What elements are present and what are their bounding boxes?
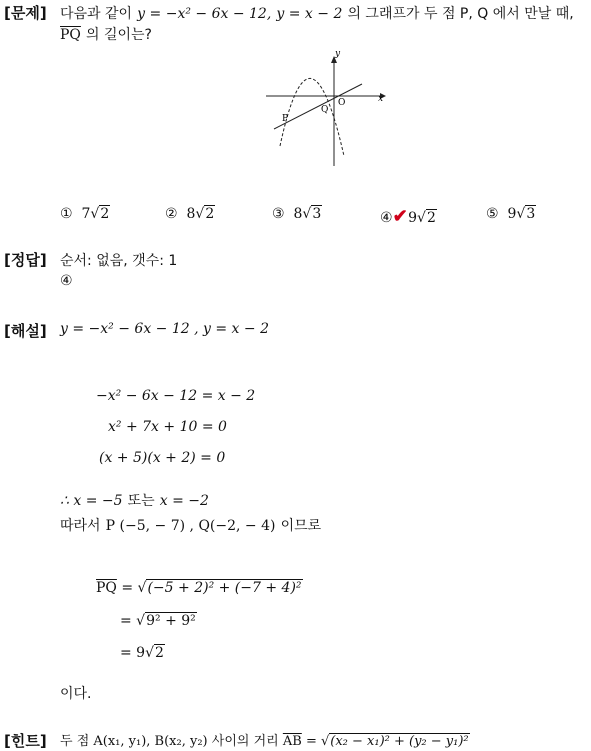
- origin-label: O: [338, 98, 346, 108]
- choice-3[interactable]: ③ 8√3: [272, 206, 322, 222]
- solution-step-1: −x² − 6x − 12 = x − 2: [96, 388, 256, 404]
- problem-text-c: 의 길이는?: [86, 27, 152, 43]
- answer-tag: [정답]: [4, 251, 47, 269]
- problem-graph: [262, 46, 392, 171]
- problem-line-1: [60, 3, 574, 23]
- choice-4[interactable]: ④✔ 9√2: [380, 206, 436, 227]
- solution-step-3: (x + 5)(x + 2) = 0: [99, 450, 226, 466]
- choice-1[interactable]: ① 7√2: [60, 206, 110, 222]
- solution-roots: ∴ x = −5 또는 x = −2: [60, 493, 209, 509]
- hint-tag: [힌트]: [4, 732, 47, 750]
- x-axis-label: x: [378, 94, 384, 104]
- answer-info: 순서: 없음, 갯수: 1: [60, 253, 178, 269]
- answer-value: ④: [60, 273, 73, 289]
- problem-line-2: [60, 24, 152, 44]
- choice-2[interactable]: ② 8√2: [165, 206, 215, 222]
- problem-text-a: 다음과 같이: [60, 6, 133, 22]
- segment-pq: $\overline{PQ}$: [60, 27, 81, 43]
- problem-tag: [문제]: [4, 4, 47, 22]
- hint-text: 두 점 A(x₁, y₁), B(x₂, y₂) 사이의 거리 $\overline{AB} = √(x_2 - x_1)^2 + (y_2 - y_1)^2$: [60, 734, 469, 749]
- solution-equations: y = −x² − 6x − 12 , y = x − 2: [60, 321, 269, 337]
- check-mark-icon: ✔: [392, 206, 408, 227]
- point-q-label: Q: [321, 105, 329, 115]
- point-p-label: P: [282, 114, 289, 124]
- solution-tag: [해설]: [4, 322, 47, 340]
- equation-parabola: y = −x² − 6x − 12,: [137, 6, 272, 22]
- problem-text-b: 의 그래프가 두 점 P, Q 에서 만날 때,: [347, 6, 574, 22]
- distance-step-1: $\overline{PQ} = √(-5 + 2)^2 + (-7 + 4)^2$: [96, 580, 302, 596]
- distance-step-2: = √9² + 9²: [120, 613, 196, 629]
- solution-points: 따라서 P (−5, − 7) , Q(−2, − 4) 이므로: [60, 518, 322, 534]
- distance-step-3: = 9√2: [120, 645, 164, 661]
- y-axis-label: y: [335, 49, 341, 59]
- solution-step-2: x² + 7x + 10 = 0: [108, 419, 227, 435]
- equation-line: y = x − 2: [276, 6, 343, 22]
- choice-5[interactable]: ⑤ 9√3: [486, 206, 536, 222]
- solution-closing: 이다.: [60, 686, 92, 702]
